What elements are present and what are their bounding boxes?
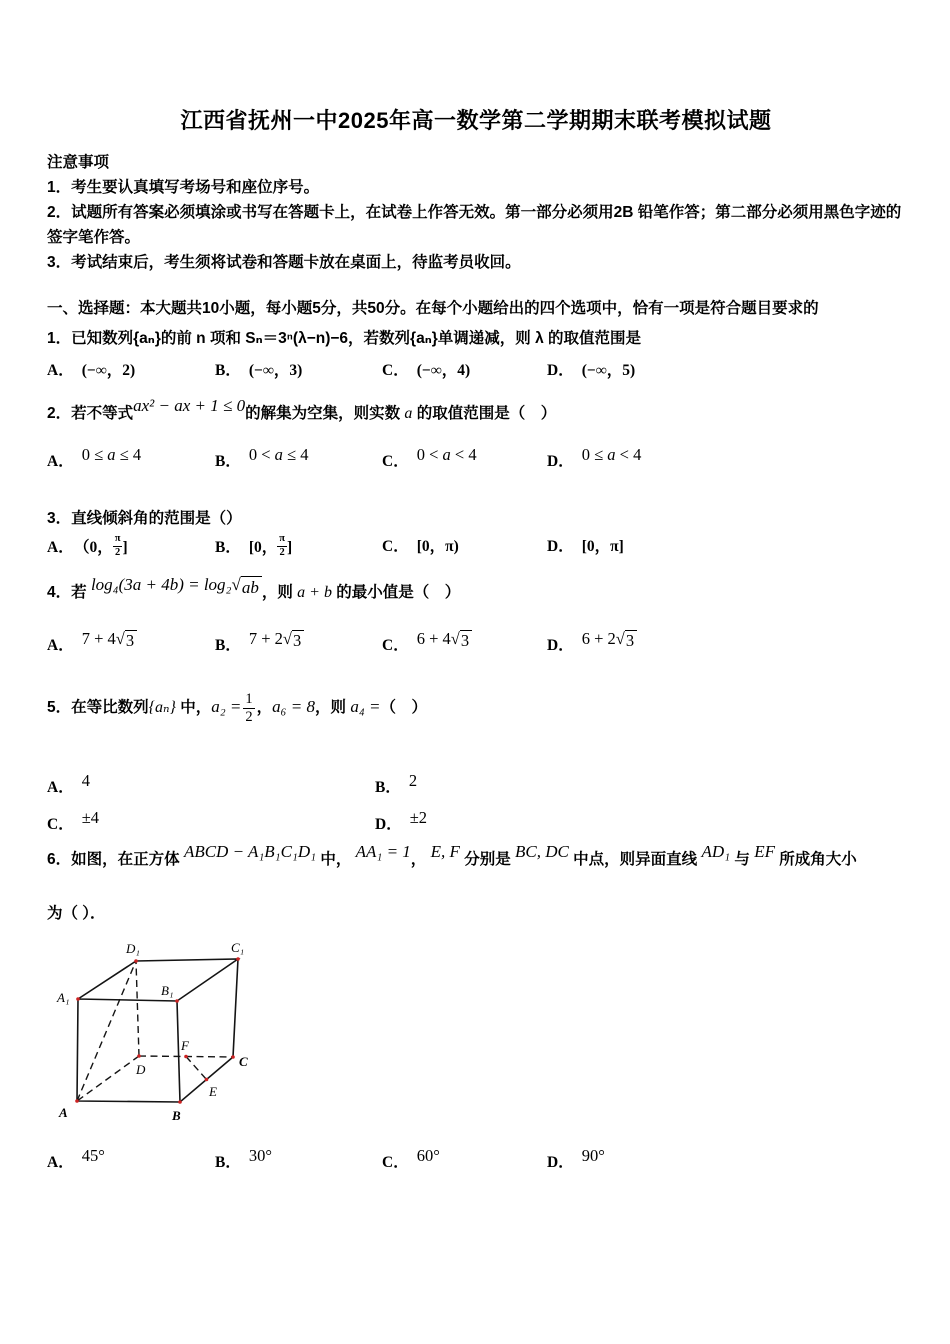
vertex-label-b1: B₁ (161, 983, 174, 998)
q3-option-d: D． [0，π] (547, 538, 624, 555)
notice-item-3: 3．考试结束后，考生须将试卷和答题卡放在桌面上，待监考员收回。 (47, 254, 521, 271)
notice-heading: 注意事项 (47, 154, 110, 171)
question-4-options (47, 629, 905, 668)
q4-option-a: A． 7 + 4 √ 3 (47, 634, 215, 668)
vertex-dot (178, 1100, 182, 1104)
q1-option-b: B． (−∞，3) (215, 362, 303, 379)
vertex-label-d: D (136, 1062, 146, 1077)
q2-option-b: B． 0 < a ≤ 4 (215, 445, 309, 470)
q3-option-c: C． [0，π) (382, 538, 459, 555)
cube-diagram (55, 934, 285, 1134)
vertex-label-a: A (59, 1105, 68, 1120)
question-2-options (47, 445, 905, 480)
cube-dashed-edges (77, 961, 233, 1101)
question-1-stem: 1．已知数列{aₙ}的前 n 项和 Sₙ＝3ⁿ(λ−n)−6，若数列{aₙ}单调递减，则 λ 的取值范围是 (47, 330, 642, 347)
question-1-options (47, 360, 905, 382)
vertex-dot (184, 1055, 188, 1059)
q5-option-a: A． 4 (47, 771, 90, 796)
q1-option-a: A． (−∞，2) (47, 362, 136, 379)
page-title: 江西省抚州一中2025年高一数学第二学期期末联考模拟试题 (180, 108, 772, 133)
q4-option-d: D． 6 + 2 √ 3 (547, 634, 905, 668)
q6-option-b: B． 30° (215, 1146, 272, 1171)
question-3-options (47, 533, 905, 566)
q3-option-b: B． [0， $\frac{\pi}{2}$ ] (215, 533, 293, 558)
q6-option-c: C． 60° (382, 1146, 440, 1171)
vertex-label-c1: C₁ (231, 940, 245, 955)
q2-inequality-formula: ax² − ax + 1 ≤ 0 (133, 396, 246, 415)
question-5-options-row-1 (47, 771, 905, 799)
question-5-options-row-2 (47, 808, 905, 836)
q5-option-d: D． ±2 (375, 808, 428, 833)
vertex-label-c: C (239, 1054, 248, 1069)
q4-option-c: C． 6 + 4 √ 3 (382, 634, 547, 668)
question-6-options (47, 1146, 905, 1181)
q2-option-d: D． 0 ≤ a < 4 (547, 445, 642, 470)
cube-figure (55, 934, 285, 1134)
q4-log-formula: log₄(3a + 4b) = log₂ √ ab (91, 572, 262, 598)
vertex-dot (205, 1078, 209, 1082)
question-2-stem: 2．若不等式ax² − ax + 1 ≤ 0的解集为空集，则实数 a 的取值范围是（ ） (47, 400, 905, 432)
vertex-label-e: E (209, 1084, 217, 1099)
vertex-dot (236, 957, 240, 961)
cube-solid-edges (77, 959, 238, 1102)
q2-option-c: C． 0 < a < 4 (382, 445, 477, 470)
q6-option-d: D． 90° (547, 1146, 605, 1171)
question-6-stem: 6．如图，在正方体 ABCD − A₁B₁C₁D₁ 中， AA₁ = 1， E, F 分别是 BC, DC 中点，则异面直线 AD₁ 与 EF 所成角大小 (47, 842, 857, 868)
q1-option-d: D． (−∞，5) (547, 362, 636, 379)
q5-option-b: B． 2 (375, 771, 418, 796)
question-6-stem-line-2: 为（ ）． (47, 905, 106, 922)
vertex-dot (75, 1099, 79, 1103)
notice-item-1: 1．考生要认真填写考场号和座位序号。 (47, 179, 320, 196)
q3-option-a: A． （0， $\frac{\pi}{2}$ ] (47, 533, 128, 558)
vertex-dot (175, 999, 179, 1003)
vertex-dots (75, 957, 240, 1104)
vertex-dot (231, 1055, 235, 1059)
notice-item-2: 2．试题所有答案必须填涂或书写在答题卡上，在试卷上作答无效。第一部分必须用2B 铅笔作答；第二部分必须用黑色字迹的签字笔作答。 (47, 204, 902, 246)
q6-option-a: A． 45° (47, 1146, 105, 1171)
vertex-label-f: F (181, 1038, 189, 1053)
vertex-label-b: B (172, 1108, 181, 1123)
vertex-label-d1: D₁ (126, 941, 140, 956)
vertex-dot (134, 959, 138, 963)
vertex-dot (76, 997, 80, 1001)
q1-option-c: C． (−∞，4) (382, 362, 471, 379)
q4-option-b: B． 7 + 2 √ 3 (215, 634, 382, 668)
question-5-stem: 5．在等比数列{aₙ} 中，a₂ = $\frac{1}{2}$ ，a₆ = 8，则 a₄ =（ ） (47, 691, 427, 725)
q2-option-a: A． 0 ≤ a ≤ 4 (47, 445, 142, 470)
q5-option-c: C． ±4 (47, 808, 100, 833)
vertex-label-a1: A₁ (57, 990, 70, 1005)
vertex-dot (137, 1054, 141, 1058)
vertex-labels (56, 940, 248, 1123)
question-3-stem: 3．直线倾斜角的范围是（） (47, 510, 242, 527)
question-4-stem: 4．若 log₄(3a + 4b) = log₂ √ ab ，则 a + b 的最小值是（ ） (47, 579, 905, 617)
q5-fraction: $\frac{1}{2}$ (245, 691, 253, 725)
section-header: 一、选择题：本大题共10小题，每小题5分，共50分。在每个小题给出的四个选项中，恰有一项是符合题目要求的 (47, 300, 819, 317)
